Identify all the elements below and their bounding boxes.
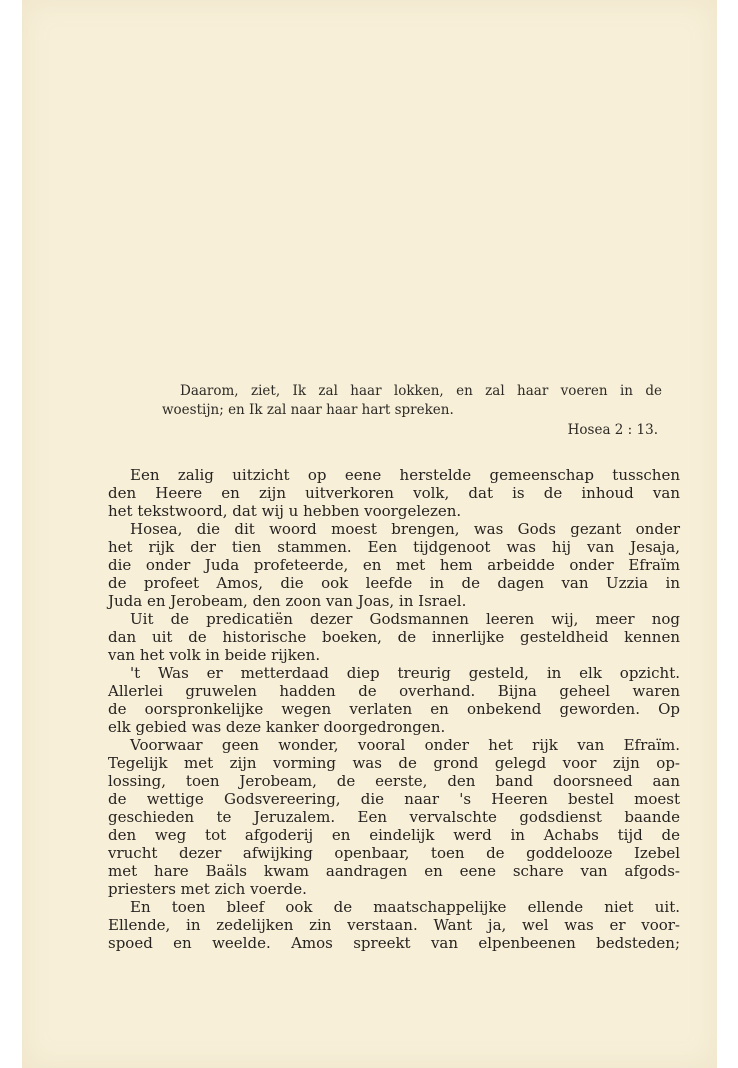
text-line: 't Was er metterdaad diep treurig gesteld, in elk opzicht.	[130, 664, 680, 682]
text-line: den weg tot afgoderij en eindelijk werd in Achabs tijd de	[108, 826, 680, 844]
text-line: van het volk in beide rijken.	[108, 646, 321, 664]
text-line: den Heere en zijn uitverkoren volk, dat is de inhoud van	[108, 484, 680, 502]
text-line: dan uit de historische boeken, de innerlijke gesteldheid kennen	[108, 628, 680, 646]
text-line: Voorwaar geen wonder, vooral onder het rijk van Efraïm.	[130, 736, 680, 754]
text-line: spoed en weelde. Amos spreekt van elpenbeenen bedsteden;	[108, 934, 680, 952]
epigraph-quote	[162, 382, 662, 440]
text-line: de wettige Godsvereering, die naar 's Heeren bestel moest	[108, 790, 680, 808]
epigraph-reference: Hosea 2 : 13.	[567, 422, 658, 438]
text-line: het rijk der tien stammen. Een tijdgenoot was hij van Jesaja,	[108, 538, 680, 556]
epigraph-line-1: Daarom, ziet, Ik zal haar lokken, en zal haar voeren in de	[180, 383, 662, 399]
text-line: Allerlei gruwelen hadden de overhand. Bijna geheel waren	[108, 682, 680, 700]
text-line: Tegelijk met zijn vorming was de grond gelegd voor zijn op-	[108, 754, 680, 772]
text-line: vrucht dezer afwijking openbaar, toen de goddelooze Izebel	[108, 844, 680, 862]
text-line: met hare Baäls kwam aandragen en eene schare van afgods-	[108, 862, 680, 880]
text-line: Juda en Jerobeam, den zoon van Joas, in Israel.	[108, 592, 467, 610]
text-line: de profeet Amos, die ook leefde in de dagen van Uzzia in	[108, 574, 680, 592]
text-line: elk gebied was deze kanker doorgedrongen.	[108, 718, 446, 736]
text-line: Ellende, in zedelijken zin verstaan. Want ja, wel was er voor-	[108, 916, 680, 934]
text-line: die onder Juda profeteerde, en met hem arbeidde onder Efraïm	[108, 556, 680, 574]
book-page	[22, 0, 717, 1068]
text-line: het tekstwoord, dat wij u hebben voorgelezen.	[108, 502, 462, 520]
text-line: En toen bleef ook de maatschappelijke ellende niet uit.	[130, 898, 680, 916]
text-line: lossing, toen Jerobeam, de eerste, den band doorsneed aan	[108, 772, 680, 790]
text-line: Een zalig uitzicht op eene herstelde gemeenschap tusschen	[130, 466, 680, 484]
epigraph-line-2: woestijn; en Ik zal naar haar hart spreken.	[162, 402, 454, 418]
text-line: geschieden te Jeruzalem. Een vervalschte godsdienst baande	[108, 808, 680, 826]
text-line: Uit de predicatiën dezer Godsmannen leeren wij, meer nog	[130, 610, 680, 628]
text-line: priesters met zich voerde.	[108, 880, 307, 898]
body-text	[108, 466, 680, 952]
text-line: Hosea, die dit woord moest brengen, was Gods gezant onder	[130, 520, 680, 538]
text-line: de oorspronkelijke wegen verlaten en onbekend geworden. Op	[108, 700, 680, 718]
